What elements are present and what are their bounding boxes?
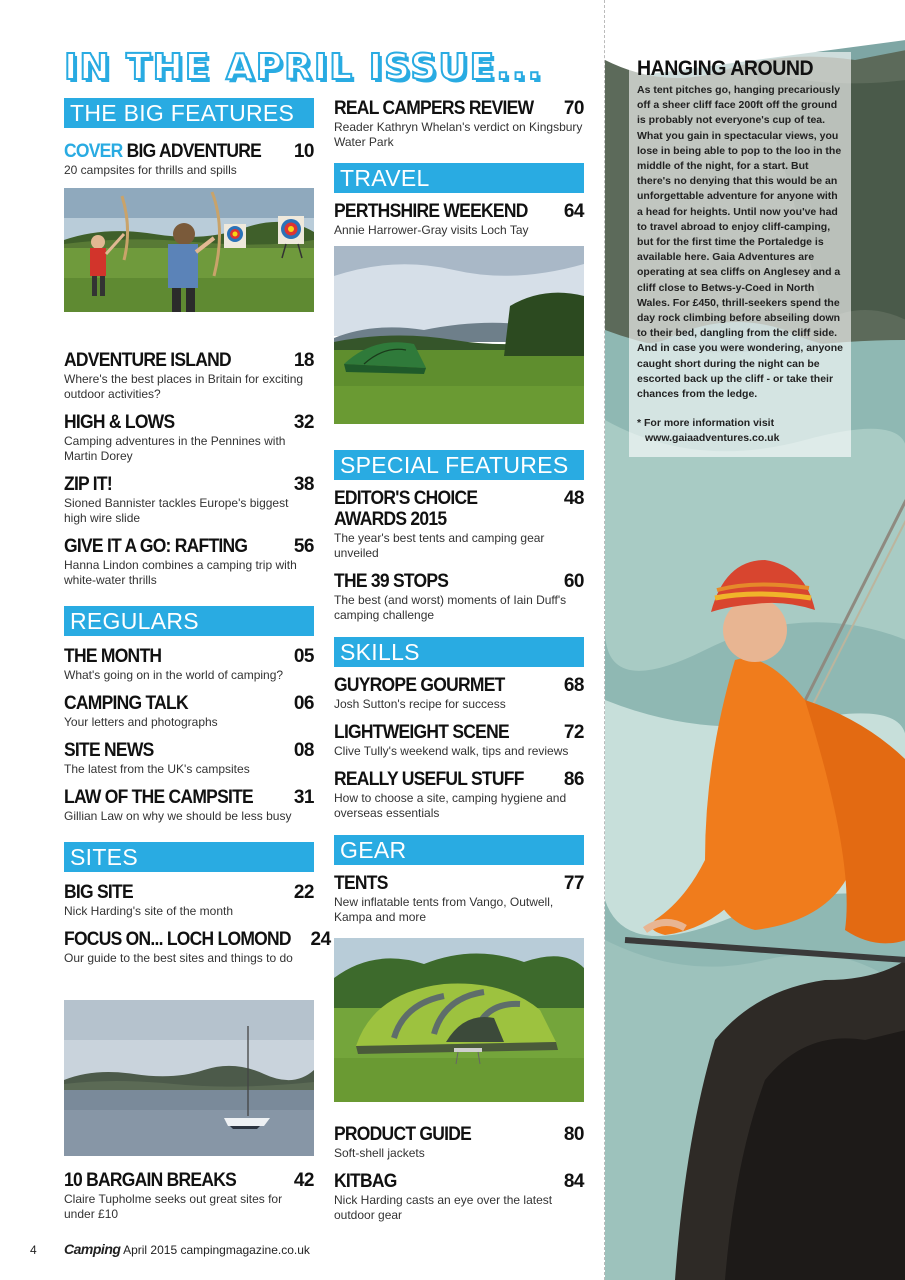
- entry-title: HIGH & LOWS: [64, 412, 175, 433]
- page-number: 84: [563, 1171, 584, 1192]
- sidebar-heading: HANGING AROUND: [637, 57, 814, 80]
- entry-title: BIG SITE: [64, 882, 133, 903]
- sidebar-more-info: [637, 416, 843, 446]
- page-number: 38: [293, 474, 314, 495]
- toc-entry[interactable]: [64, 882, 314, 919]
- entry-description: Clive Tully's weekend walk, tips and reviews: [334, 744, 569, 758]
- footer-website: campingmagazine.co.uk: [180, 1243, 310, 1257]
- toc-entry[interactable]: [64, 412, 314, 464]
- entry-title: TENTS: [334, 873, 388, 894]
- page-number: 80: [563, 1124, 584, 1145]
- entry-description: Nick Harding casts an eye over the latest outdoor gear: [334, 1193, 553, 1222]
- page-number: 08: [293, 740, 314, 761]
- page-number: 64: [563, 201, 584, 222]
- entry-description: How to choose a site, camping hygiene and overseas essentials: [334, 791, 567, 820]
- page-number: 56: [293, 536, 314, 557]
- hanging-around-sidebar: [604, 0, 905, 1280]
- entry-description: What's going on in the world of camping?: [64, 668, 284, 682]
- section-heading-regulars: REGULARS: [64, 606, 314, 636]
- toc-entry[interactable]: [64, 787, 314, 824]
- entry-description: The best (and worst) moments of Iain Duff's camping challenge: [334, 593, 567, 622]
- toc-entry[interactable]: [64, 929, 331, 966]
- section-heading-big-features: THE BIG FEATURES: [64, 98, 314, 128]
- entry-title: LAW OF THE CAMPSITE: [64, 787, 253, 808]
- entry-title: GIVE IT A GO: RAFTING: [64, 536, 248, 557]
- entry-description: Reader Kathryn Whelan's verdict on Kingsbury Water Park: [334, 120, 583, 149]
- entry-description: Annie Harrower-Gray visits Loch Tay: [334, 223, 529, 237]
- entry-description: Gillian Law on why we should be less busy: [64, 809, 292, 823]
- toc-entry[interactable]: [334, 769, 584, 821]
- sidebar-body-text: As tent pitches go, hanging precariously off a sheer cliff face 200ft off the ground is probably not everyone's cup of tea. What you gain in spectacular views, you lose in being able to pop to the loo in the middle of the night, for a start. But there's no denying that this would be an unforgettable adventure for anyone with a head for heights. Until now you've had to travel abroad to enjoy cliff-camping, but for the first time the Portaledge is available here. Gaia Adventures are operating at sea cliffs on Anglesey and a cliff close to Betws-y-Coed in North Wales. For £450, thrill-seekers spend the day rock climbing before abseiling down to their bed, dangling from the cliff side. And in case you were wondering, anyone caught short during the night can be escorted back up the cliff - or take their chances from the ledge.: [637, 84, 843, 401]
- cover-label: COVER: [64, 141, 123, 162]
- toc-entry-cover[interactable]: [64, 141, 314, 178]
- left-column: [64, 98, 331, 1221]
- archery-photo: [64, 188, 314, 312]
- sidebar-website-link[interactable]: www.gaiaadventures.co.uk: [645, 432, 780, 445]
- entry-description: Where's the best places in Britain for exciting outdoor activities?: [64, 372, 304, 401]
- page-number: 70: [563, 98, 584, 119]
- entry-title: ZIP IT!: [64, 474, 112, 495]
- page-number: 72: [563, 722, 584, 743]
- page-number: 10: [293, 141, 314, 162]
- toc-entry[interactable]: [334, 488, 584, 561]
- toc-entry[interactable]: [334, 722, 584, 759]
- inflatable-tent-photo: [334, 938, 584, 1102]
- entry-title: REALLY USEFUL STUFF: [334, 769, 524, 790]
- perthshire-tent-photo: [334, 246, 584, 424]
- page-number: 05: [293, 646, 314, 667]
- page-footer: [30, 1241, 310, 1257]
- section-heading-special-features: SPECIAL FEATURES: [334, 450, 584, 480]
- page-number: 06: [293, 693, 314, 714]
- section-heading-travel: TRAVEL: [334, 163, 584, 193]
- footer-brand-logo: Camping: [64, 1241, 121, 1257]
- page-title: IN THE APRIL ISSUE...: [64, 47, 544, 88]
- perthshire-photo-image: [334, 246, 584, 424]
- middle-column: [334, 98, 584, 1222]
- entry-title: 10 BARGAIN BREAKS: [64, 1170, 237, 1191]
- entry-title: LIGHTWEIGHT SCENE: [334, 722, 509, 743]
- entry-description: The year's best tents and camping gear unveiled: [334, 531, 545, 560]
- entry-description: Camping adventures in the Pennines with Martin Dorey: [64, 434, 286, 463]
- entry-description: Josh Sutton's recipe for success: [334, 697, 506, 711]
- page-number: 42: [293, 1170, 314, 1191]
- entry-title: THE 39 STOPS: [334, 571, 449, 592]
- entry-description: Your letters and photographs: [64, 715, 218, 729]
- entry-title: FOCUS ON... LOCH LOMOND: [64, 929, 291, 950]
- entry-description: Soft-shell jackets: [334, 1146, 425, 1160]
- entry-title: SITE NEWS: [64, 740, 154, 761]
- toc-entry[interactable]: [64, 1170, 314, 1222]
- entry-title: BIG ADVENTURE: [126, 141, 262, 162]
- entry-description: Claire Tupholme seeks out great sites for under £10: [64, 1192, 283, 1221]
- entry-description: The latest from the UK's campsites: [64, 762, 250, 776]
- section-heading-sites: SITES: [64, 842, 314, 872]
- entry-description: Hanna Lindon combines a camping trip with white-water thrills: [64, 558, 297, 587]
- entry-title: THE MONTH: [64, 646, 162, 667]
- sidebar-note-line: * For more information visit: [637, 417, 775, 430]
- toc-entry[interactable]: [64, 693, 314, 730]
- page-number: 24: [310, 929, 331, 950]
- loch-photo-image: [64, 1000, 314, 1156]
- entry-title: GUYROPE GOURMET: [334, 675, 505, 696]
- entry-title: CAMPING TALK: [64, 693, 188, 714]
- entry-description: New inflatable tents from Vango, Outwell, Kampa and more: [334, 895, 554, 924]
- page-number: 31: [293, 787, 314, 808]
- entry-title: ADVENTURE ISLAND: [64, 350, 231, 371]
- entry-description: Nick Harding's site of the month: [64, 904, 234, 918]
- entry-description: Sioned Bannister tackles Europe's biggest high wire slide: [64, 496, 289, 525]
- page-number: 68: [563, 675, 584, 696]
- page-number: 32: [293, 412, 314, 433]
- page-number: 22: [293, 882, 314, 903]
- section-heading-gear: GEAR: [334, 835, 584, 865]
- entry-description: Our guide to the best sites and things to do: [64, 951, 293, 965]
- toc-entry[interactable]: [334, 1124, 584, 1161]
- page-number: 60: [563, 571, 584, 592]
- page-number: 18: [293, 350, 314, 371]
- entry-title: REAL CAMPERS REVIEW: [334, 98, 534, 119]
- entry-title-line2: AWARDS 2015: [334, 509, 447, 530]
- entry-description: 20 campsites for thrills and spills: [64, 163, 237, 177]
- toc-entry[interactable]: [334, 571, 584, 623]
- archery-photo-image: [64, 188, 314, 312]
- loch-photo: [64, 1000, 314, 1156]
- entry-title: PRODUCT GUIDE: [334, 1124, 472, 1145]
- toc-entry[interactable]: [64, 474, 314, 526]
- toc-entry[interactable]: [334, 201, 584, 238]
- toc-entry[interactable]: [334, 873, 584, 925]
- entry-title: EDITOR'S CHOICE: [334, 488, 478, 509]
- toc-entry[interactable]: [64, 646, 314, 683]
- toc-entry[interactable]: [334, 675, 584, 712]
- entry-title: KITBAG: [334, 1171, 397, 1192]
- toc-entry[interactable]: [64, 536, 314, 588]
- toc-entry[interactable]: [334, 1171, 584, 1223]
- toc-entry-real-campers[interactable]: [334, 98, 584, 150]
- page-number: 86: [563, 769, 584, 790]
- footer-issue: April 2015: [123, 1243, 178, 1257]
- page-number: 48: [563, 488, 584, 509]
- page-number: 77: [563, 873, 584, 894]
- section-heading-skills: SKILLS: [334, 637, 584, 667]
- footer-page-number: 4: [30, 1243, 37, 1257]
- toc-entry[interactable]: [64, 740, 314, 777]
- sidebar-text-box: [629, 52, 851, 457]
- tent-photo-image: [334, 938, 584, 1102]
- toc-entry[interactable]: [64, 350, 314, 402]
- entry-title: PERTHSHIRE WEEKEND: [334, 201, 528, 222]
